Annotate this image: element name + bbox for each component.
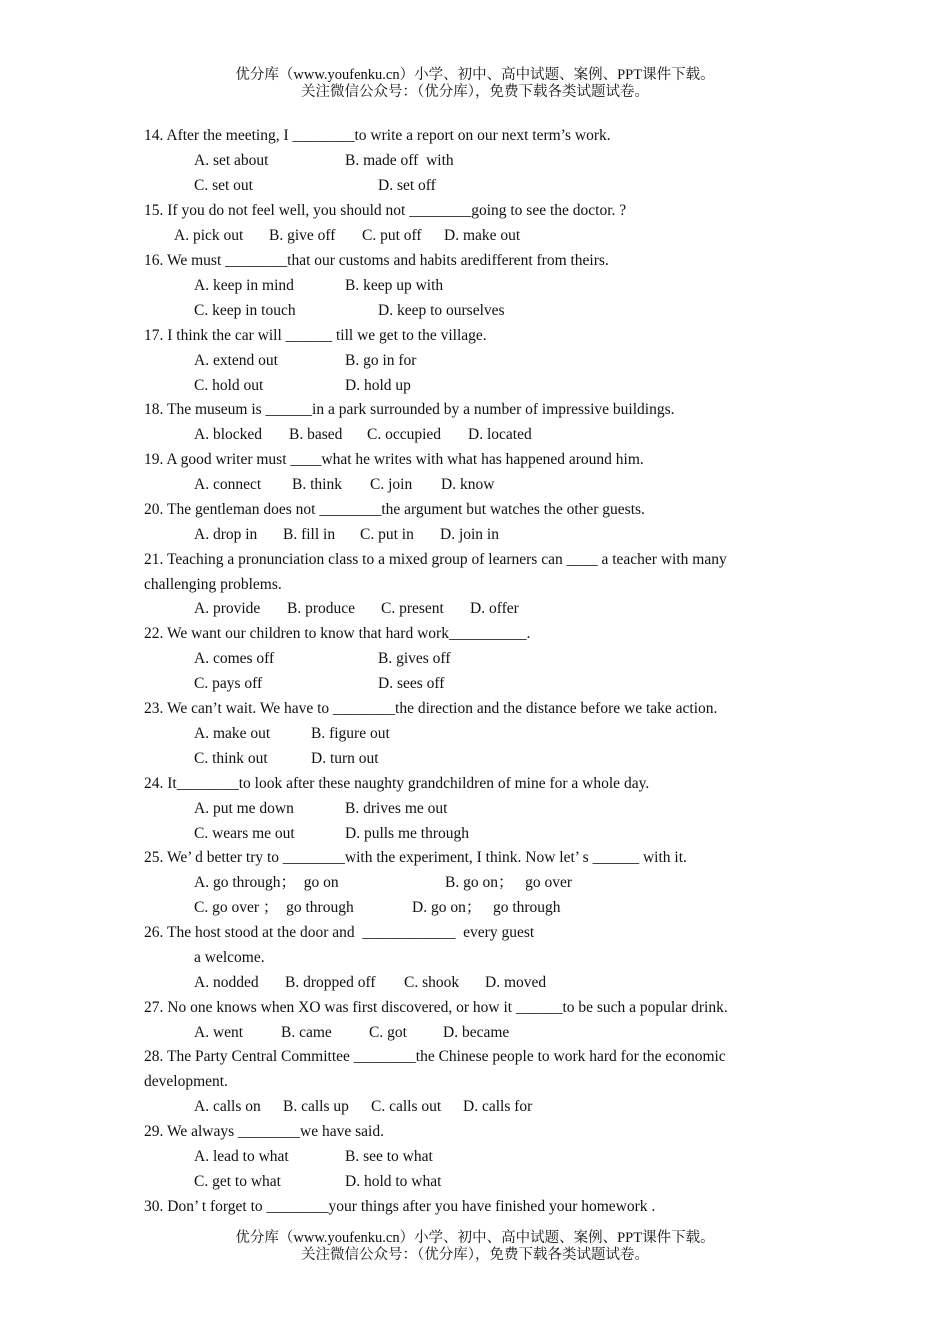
question-17-option-b: B. go in for — [345, 352, 417, 369]
question-24-stem: 24. It________to look after these naughty grandchildren of mine for a whole day. — [144, 775, 650, 792]
question-22-option-a: A. comes off — [194, 650, 275, 667]
question-23-option-c: C. think out — [194, 750, 268, 767]
question-30-stem: 30. Don’ t forget to ________your things after you have finished your homework . — [144, 1198, 656, 1215]
question-19-option-c: C. join — [370, 476, 413, 493]
question-17-option-d: D. hold up — [345, 377, 411, 394]
question-18-option-d: D. located — [468, 426, 532, 443]
header-line-1: 优分库（www.youfenku.cn）小学、初中、高中试题、案例、PPT课件下载。 — [235, 67, 715, 83]
question-20-stem: 20. The gentleman does not ________the argument but watches the other guests. — [144, 501, 645, 518]
question-28-option-b: B. calls up — [283, 1098, 349, 1115]
question-27-stem: 27. No one knows when XO was first discovered, or how it ______to be such a popular drink. — [144, 999, 728, 1016]
question-15-option-a: A. pick out — [174, 227, 244, 244]
question-21-stem: 21. Teaching a pronunciation class to a mixed group of learners can ____ a teacher with many — [144, 551, 727, 568]
question-16-stem: 16. We must ________that our customs and habits aredifferent from theirs. — [144, 252, 609, 269]
question-14-option-a: A. set about — [194, 152, 269, 169]
question-24-option-b: B. drives me out — [345, 800, 448, 817]
footer-line-2: 关注微信公众号：（优分库），免费下载各类试题试卷。 — [301, 1247, 649, 1263]
question-21-option-a: A. provide — [194, 600, 261, 617]
question-25-option-b: B. go on； go over — [445, 874, 573, 891]
question-24-option-c: C. wears me out — [194, 825, 295, 842]
question-22-option-c: C. pays off — [194, 675, 263, 692]
question-25-option-a: A. go through； go on — [194, 874, 339, 891]
question-20-option-a: A. drop in — [194, 526, 258, 543]
question-23-option-d: D. turn out — [311, 750, 379, 767]
question-27-option-b: B. came — [281, 1024, 332, 1041]
header-line-2: 关注微信公众号：（优分库），免费下载各类试题试卷。 — [301, 84, 649, 100]
question-14-option-d: D. set off — [378, 177, 436, 194]
footer-line-1: 优分库（www.youfenku.cn）小学、初中、高中试题、案例、PPT课件下载。 — [235, 1230, 715, 1246]
question-29-option-c: C. get to what — [194, 1173, 281, 1190]
question-28-option-a: A. calls on — [194, 1098, 261, 1115]
page-footer — [0, 1230, 950, 1264]
question-27-option-a: A. went — [194, 1024, 244, 1041]
question-14-stem: 14. After the meeting, I ________to write a report on our next term’s work. — [144, 127, 611, 144]
question-15-option-c: C. put off — [362, 227, 422, 244]
question-29-option-b: B. see to what — [345, 1148, 433, 1165]
question-23-stem: 23. We can’t wait. We have to ________the direction and the distance before we take action. — [144, 700, 718, 717]
question-28-option-d: D. calls for — [463, 1098, 533, 1115]
question-18-option-a: A. blocked — [194, 426, 263, 443]
question-26-option-c: C. shook — [404, 974, 460, 991]
question-25-option-d: D. go on； go through — [412, 899, 561, 916]
question-26-stem-continued: a welcome. — [194, 949, 265, 966]
question-18-stem: 18. The museum is ______in a park surrounded by a number of impressive buildings. — [144, 401, 675, 418]
question-25-stem: 25. We’ d better try to ________with the experiment, I think. Now let’ s ______ with it. — [144, 849, 687, 866]
question-15-option-d: D. make out — [444, 227, 521, 244]
question-16-option-a: A. keep in mind — [194, 277, 294, 294]
page-header — [0, 67, 950, 101]
question-19-option-b: B. think — [292, 476, 342, 493]
question-19-option-a: A. connect — [194, 476, 262, 493]
question-26-option-d: D. moved — [485, 974, 547, 991]
question-24-option-a: A. put me down — [194, 800, 294, 817]
question-20-option-d: D. join in — [440, 526, 499, 543]
question-22-stem: 22. We want our children to know that hard work__________. — [144, 625, 531, 642]
question-16-option-c: C. keep in touch — [194, 302, 296, 319]
question-26-option-a: A. nodded — [194, 974, 259, 991]
question-16-option-d: D. keep to ourselves — [378, 302, 505, 319]
question-22-option-d: D. sees off — [378, 675, 445, 692]
question-21-stem-continued: challenging problems. — [144, 576, 282, 593]
question-24-option-d: D. pulls me through — [345, 825, 469, 842]
question-29-stem: 29. We always ________we have said. — [144, 1123, 384, 1140]
question-26-stem: 26. The host stood at the door and ____________ every guest — [144, 924, 535, 941]
question-16-option-b: B. keep up with — [345, 277, 444, 294]
question-25-option-c: C. go over ； go through — [194, 899, 354, 916]
question-27-option-d: D. became — [443, 1024, 510, 1041]
question-15-stem: 15. If you do not feel well, you should not ________going to see the doctor. ? — [144, 202, 627, 219]
question-29-option-d: D. hold to what — [345, 1173, 442, 1190]
question-28-stem-continued: development. — [144, 1073, 228, 1090]
question-21-option-c: C. present — [381, 600, 444, 617]
question-15-option-b: B. give off — [269, 227, 336, 244]
question-27-option-c: C. got — [369, 1024, 407, 1041]
question-21-option-b: B. produce — [287, 600, 356, 617]
question-26-option-b: B. dropped off — [285, 974, 376, 991]
question-18-option-c: C. occupied — [367, 426, 442, 443]
question-23-option-b: B. figure out — [311, 725, 390, 742]
question-28-option-c: C. calls out — [371, 1098, 442, 1115]
question-17-option-c: C. hold out — [194, 377, 264, 394]
question-14-option-b: B. made off with — [345, 152, 454, 169]
question-17-stem: 17. I think the car will ______ till we get to the village. — [144, 327, 487, 344]
question-19-stem: 19. A good writer must ____what he writes with what has happened around him. — [144, 451, 644, 468]
question-20-option-b: B. fill in — [283, 526, 336, 543]
question-29-option-a: A. lead to what — [194, 1148, 289, 1165]
question-22-option-b: B. gives off — [378, 650, 451, 667]
question-18-option-b: B. based — [289, 426, 343, 443]
question-28-stem: 28. The Party Central Committee ________the Chinese people to work hard for the economic — [144, 1048, 726, 1065]
question-17-option-a: A. extend out — [194, 352, 278, 369]
question-21-option-d: D. offer — [470, 600, 519, 617]
question-20-option-c: C. put in — [360, 526, 414, 543]
question-14-option-c: C. set out — [194, 177, 253, 194]
question-19-option-d: D. know — [441, 476, 495, 493]
question-23-option-a: A. make out — [194, 725, 271, 742]
